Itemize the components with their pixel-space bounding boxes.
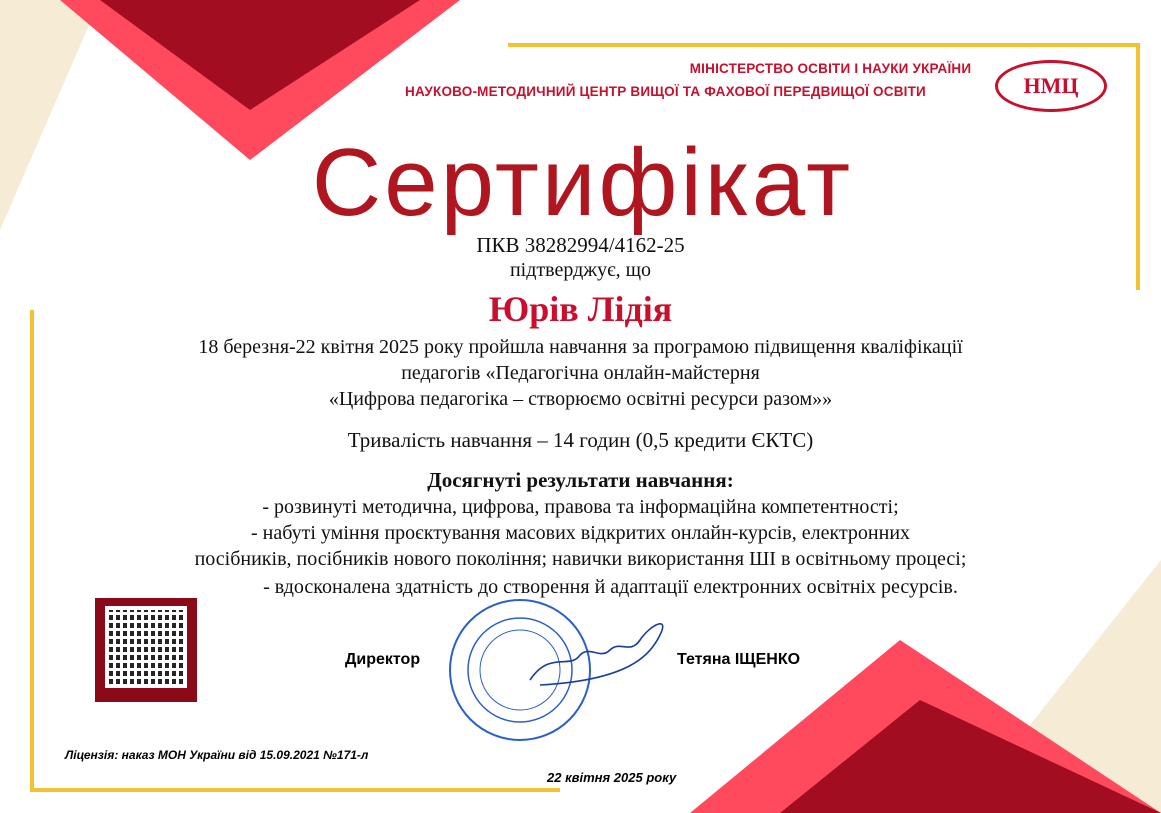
result-item: посібників, посібників нового покоління; навички використання ШІ в освітньому процесі; [194, 548, 967, 570]
director-label: Директор [345, 651, 421, 668]
recipient-name: Юрів Лідія [488, 289, 673, 329]
program-line-1: 18 березня-22 квітня 2025 року пройшла навчання за програмою підвищення кваліфікації [198, 336, 963, 358]
certificate-number: ПКВ 38282994/4162-25 [476, 233, 685, 257]
results-heading: Досягнуті результати навчання: [427, 468, 734, 492]
program-line-3: «Цифрова педагогіка – створюємо освітні ресурси разом»» [328, 388, 833, 410]
signature-scribble [520, 610, 680, 690]
result-item: - вдосконалена здатність до створення й адаптації електронних освітніх ресурсів. [263, 576, 958, 598]
center-heading: НАУКОВО-МЕТОДИЧНИЙ ЦЕНТР ВИЩОЇ ТА ФАХОВОЇ ПЕРЕДВИЩОЇ ОСВІТИ [405, 84, 926, 99]
duration: Тривалість навчання – 14 годин (0,5 кредити ЄКТС) [347, 428, 814, 452]
qr-frame [95, 598, 197, 702]
program-line-2: педагогів «Педагогічна онлайн-майстерня [401, 362, 760, 384]
qr-code [105, 606, 187, 688]
confirms-text: підтверджує, що [509, 259, 652, 281]
result-item: - розвинуті методична, цифрова, правова та інформаційна компетентності; [262, 496, 899, 518]
license-text: Ліцензія: наказ МОН України від 15.09.2021 №171-л [65, 748, 369, 762]
director-name: Тетяна ІЩЕНКО [677, 651, 801, 668]
nmc-logo: НМЦ [995, 60, 1107, 112]
certificate-title: Сертифікат [311, 129, 854, 236]
result-item: - набуті уміння проєктування масових відкритих онлайн-курсів, електронних [250, 522, 911, 544]
ministry-heading: МІНІСТЕРСТВО ОСВІТИ І НАУКИ УКРАЇНИ [689, 61, 972, 76]
issue-date: 22 квітня 2025 року [547, 770, 677, 785]
